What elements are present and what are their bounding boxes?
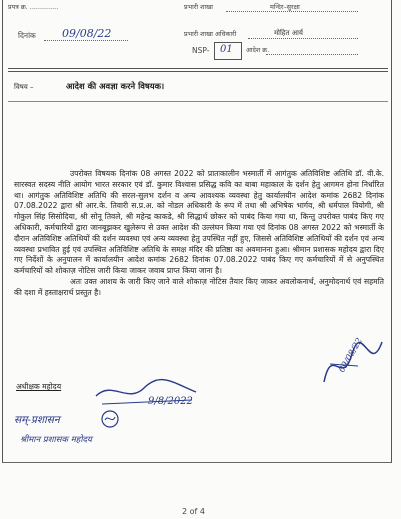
date-value: 09/08/22 — [62, 27, 112, 40]
body-paragraph-1: उपरोक्त विषयक दिनांक 08 अगस्त 2022 को प्रातःकालीन भस्मार्ती में आगंतुक अतिविशिष्ट अतिथि डॉ. वी.के. सारस्वत सदस्य नीति आयोग भारत सरकार एवं डॉ. कुमार विश्वास प्रसिद्ध कवि का बाबा महाकाल के दर्शन हेतु आगमन होना निर्धारित था। आगंतुक अतिविशिष्ट अतिथि की सरल-सुलभ दर्शन व अन्य आवश्यक व्यवस्था हेतु कार्यालयीन आदेश कमांक 2682 दिनांक 07.08.2022 द्वारा श्री आर.के. तिवारी स.प्र.अ. को नोडल अधिकारी के रूप में तथा श्री अभिषेक भार्गव, श्री धर्मपाल वियोगी, श्री गोकुल सिंह सिसोदिया, श्री सोनू तिवले, श्री महेन्द्र काकडे, श्री सिद्धार्थ छोकर को पाबंद किया गया था, किन्तु उपरोक्त पाबंद किए गए अधिकारी, कर्मचारियों द्वारा जानबूझकर खुलेरूप से उक्त आदेश की उल्लंघन किया गया एवं दिनांक 08 अगस्त 2022 को भस्मार्ती के दौरान अतिविशिष्ट अतिथियों की दर्शन व्यवस्था एवं अन्य व्यवस्था हेतु उपस्थित नहीं हुए, जिससे अतिविशिष्ट अतिथियों की दर्शन एवं अन्य व्यवस्था प्रभावित हुई एवं उपस्थित अतिविशिष्ट अतिथि के समक्ष मंदिर की प्रतिष्ठा का अवमानना हुआ। श्रीमान प्रशासक महोदय द्वारा दिए गए निर्देशों के अनुपालन में कार्यालयीन आदेश कमांक 2682 दिनांक 07.08.2022 पाबंद किए गए कर्मचारियों में से अनुपस्थित कर्मचारियों को शोकाज़ नोटिस जारी किया जाकर जवाब प्राप्त किया जाना है। — [14, 169, 384, 276]
header-ref-line: प्रपत्र क्र. .............. — [8, 3, 59, 11]
nsp-suffix: आदेश क्र. — [246, 46, 270, 54]
signature-note-2: श्रीमान प्रशासक महोदय — [20, 435, 92, 445]
nsp-value: 01 — [220, 44, 233, 55]
signature-date: 9/8/2022 — [148, 396, 193, 407]
right-line1-value: मन्दिर–सुरक्षा — [270, 3, 300, 11]
page-number: 2 of 4 — [182, 507, 205, 516]
right-line2-value: मोहित आर्य — [274, 29, 303, 37]
body-text — [14, 169, 384, 299]
circled-initial-icon — [98, 408, 124, 430]
addressee: अधीक्षक महोदय — [16, 382, 62, 391]
right-line1-label: प्रभारी शाखा — [184, 3, 213, 11]
signature-note-1: सम्-प्रशासन — [14, 414, 60, 426]
side-date: 09/08/22 — [337, 336, 365, 375]
right-line2-label: प्रभारी शाखा अधिकारी — [184, 30, 237, 38]
subject-text: आदेश की अवज्ञा करने विषयक। — [66, 81, 165, 91]
nsp-label: NSP- — [192, 46, 210, 55]
date-label: दिनांक — [18, 31, 36, 40]
body-paragraph-2: अतः उक्त आशय के जारी किए जाने वाले शोकाज़ नोटिस तैयार किए जाकर अवलोकनार्थ, अनुमोदनार्थ एवं सहमति की दशा में हस्ताक्षरार्थ प्रस्तुत है। — [14, 276, 384, 297]
subject-label: विषय – — [14, 83, 34, 91]
